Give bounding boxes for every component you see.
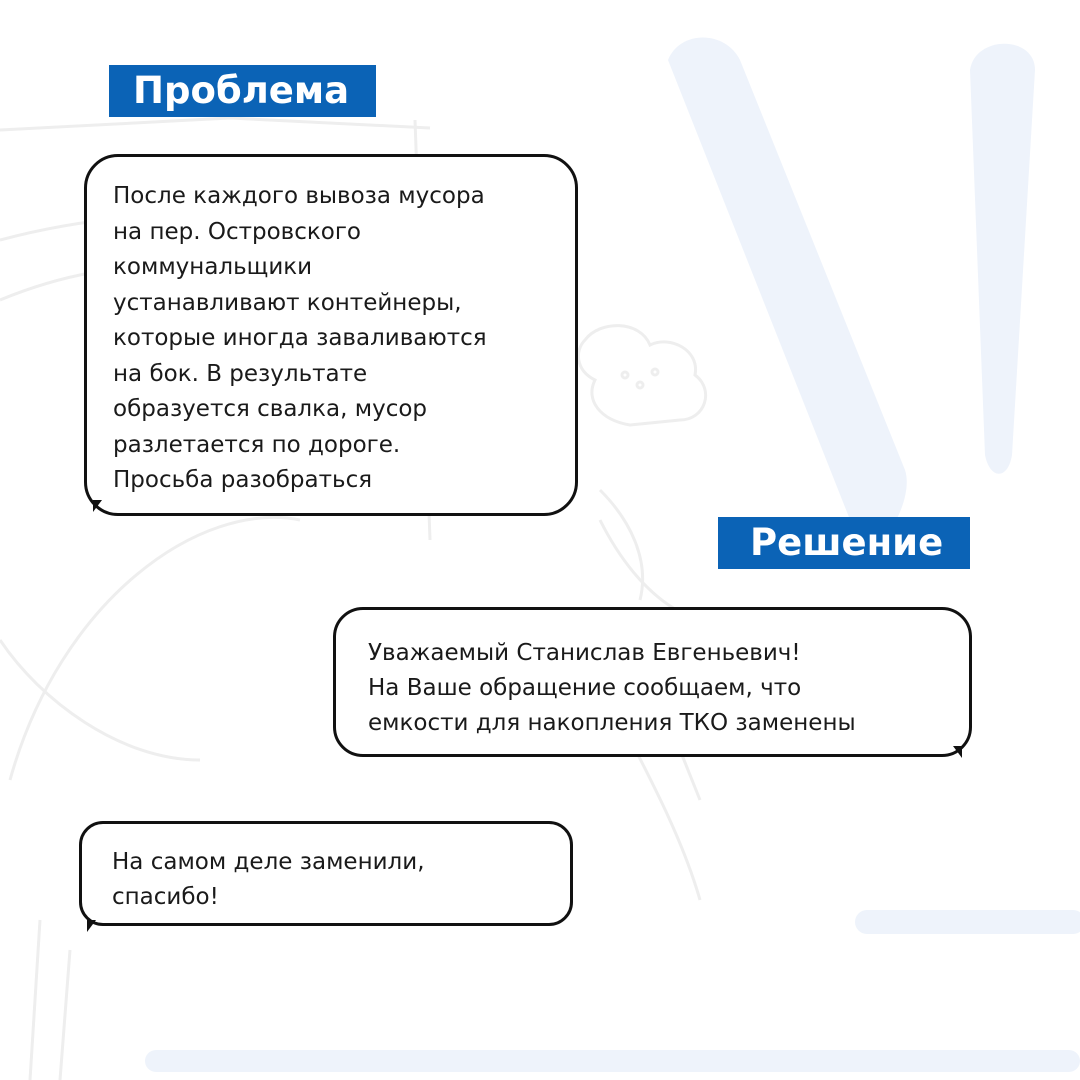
message-line: После каждого вывоза мусора (113, 183, 485, 209)
message-line: На Ваше обращение сообщаем, что (368, 675, 802, 701)
message-line: На самом деле заменили, (112, 849, 425, 875)
message-line: на бок. В результате (113, 360, 368, 387)
reply-message-bubble (79, 821, 573, 926)
bubble-tail (93, 500, 102, 512)
message-line: которые иногда заваливаются (113, 325, 487, 351)
message-line: разлетается по дороге. (113, 431, 401, 458)
message-line: Просьба разобраться (113, 467, 373, 493)
message-line: спасибо! (112, 884, 219, 910)
message-line: емкости для накопления ТКО заменены (368, 710, 856, 736)
message-line: коммунальщики (113, 254, 313, 280)
problem-message-bubble (84, 154, 578, 516)
solution-label: Решение (718, 517, 970, 569)
message-line: устанавливают контейнеры, (113, 289, 462, 316)
bubble-tail (87, 920, 96, 932)
bubble-tail (953, 746, 962, 758)
problem-label: Проблема (109, 65, 376, 117)
message-line: образуется свалка, мусор (113, 396, 428, 422)
message-line: Уважаемый Станислав Евгеньевич! (368, 640, 801, 666)
answer-message-bubble (333, 607, 972, 757)
message-line: на пер. Островского (113, 218, 361, 245)
